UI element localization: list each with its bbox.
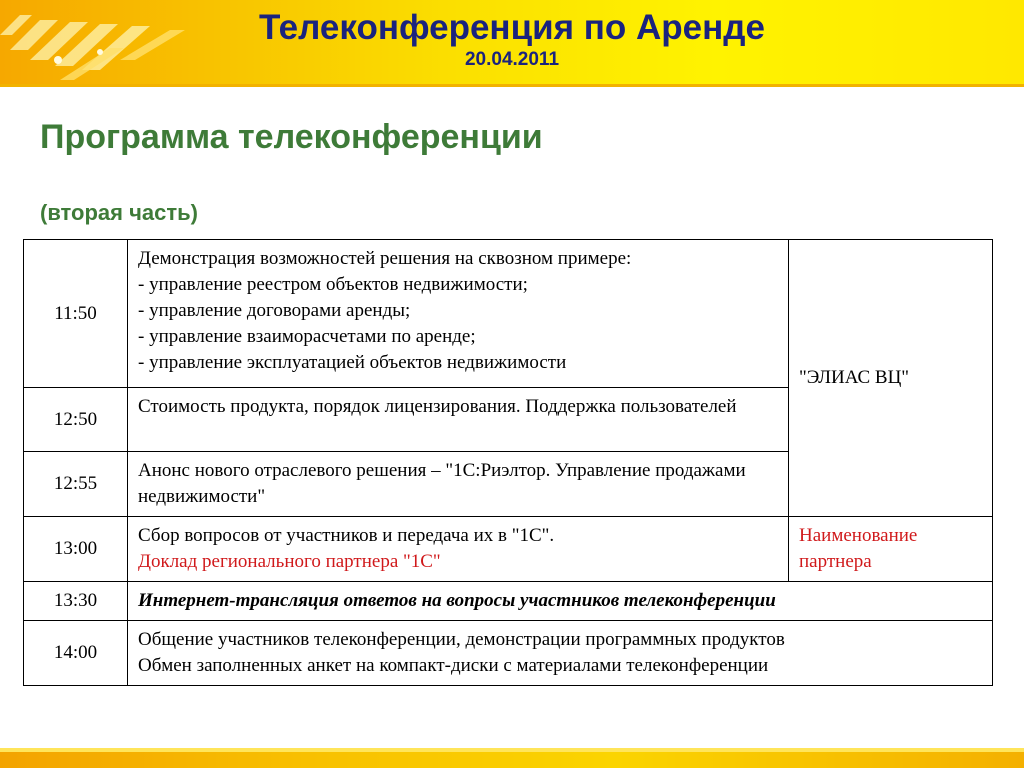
agenda-line: Сбор вопросов от участников и передача их в "1С".: [138, 525, 555, 546]
banner-divider: [0, 84, 1024, 87]
agenda-line: - управление договорами аренды;: [138, 300, 411, 321]
agenda-line: - управление реестром объектов недвижимости;: [138, 274, 528, 295]
agenda-line: - управление взаиморасчетами по аренде;: [138, 326, 476, 347]
page-subheading: (вторая часть): [40, 200, 198, 225]
agenda-line: Общение участников телеконференции, демонстрации программных продуктов: [138, 629, 785, 650]
agenda-cell: [128, 240, 789, 388]
time-cell: 13:30: [24, 582, 128, 621]
header-banner: [0, 0, 1024, 84]
time-cell: 13:00: [24, 517, 128, 582]
table-row: [24, 621, 993, 686]
agenda-cell: [128, 517, 789, 582]
agenda-cell: Интернет-трансляция ответов на вопросы участников телеконференции: [128, 582, 993, 621]
presentation-date: 20.04.2011: [464, 49, 560, 70]
time-cell: 11:50: [24, 240, 128, 388]
agenda-line: Демонстрация возможностей решения на сквозном примере:: [138, 248, 632, 269]
table-row: [24, 517, 993, 582]
footer-bar: [0, 752, 1024, 768]
partner-presenter-cell: Наименование партнера: [789, 517, 993, 582]
program-table: [23, 239, 993, 686]
agenda-cell: Стоимость продукта, порядок лицензирования. Поддержка пользователей: [128, 388, 789, 452]
page-heading: Программа телеконференции: [40, 118, 543, 156]
presenter-cell: "ЭЛИАС ВЦ": [789, 240, 993, 517]
agenda-line: Обмен заполненных анкет на компакт-диски с материалами телеконференции: [138, 655, 769, 676]
table-row: [24, 582, 993, 621]
presentation-title: Телеконференция по Аренде: [259, 8, 765, 47]
partner-report-line: Доклад регионального партнера "1С": [138, 551, 441, 572]
table-row: [24, 240, 993, 388]
time-cell: 12:55: [24, 452, 128, 517]
time-cell: 14:00: [24, 621, 128, 686]
agenda-cell: Анонс нового отраслевого решения – "1С:Риэлтор. Управление продажами недвижимости": [128, 452, 789, 517]
agenda-cell: [128, 621, 993, 686]
time-cell: 12:50: [24, 388, 128, 452]
agenda-line: - управление эксплуатацией объектов недвижимости: [138, 352, 567, 373]
